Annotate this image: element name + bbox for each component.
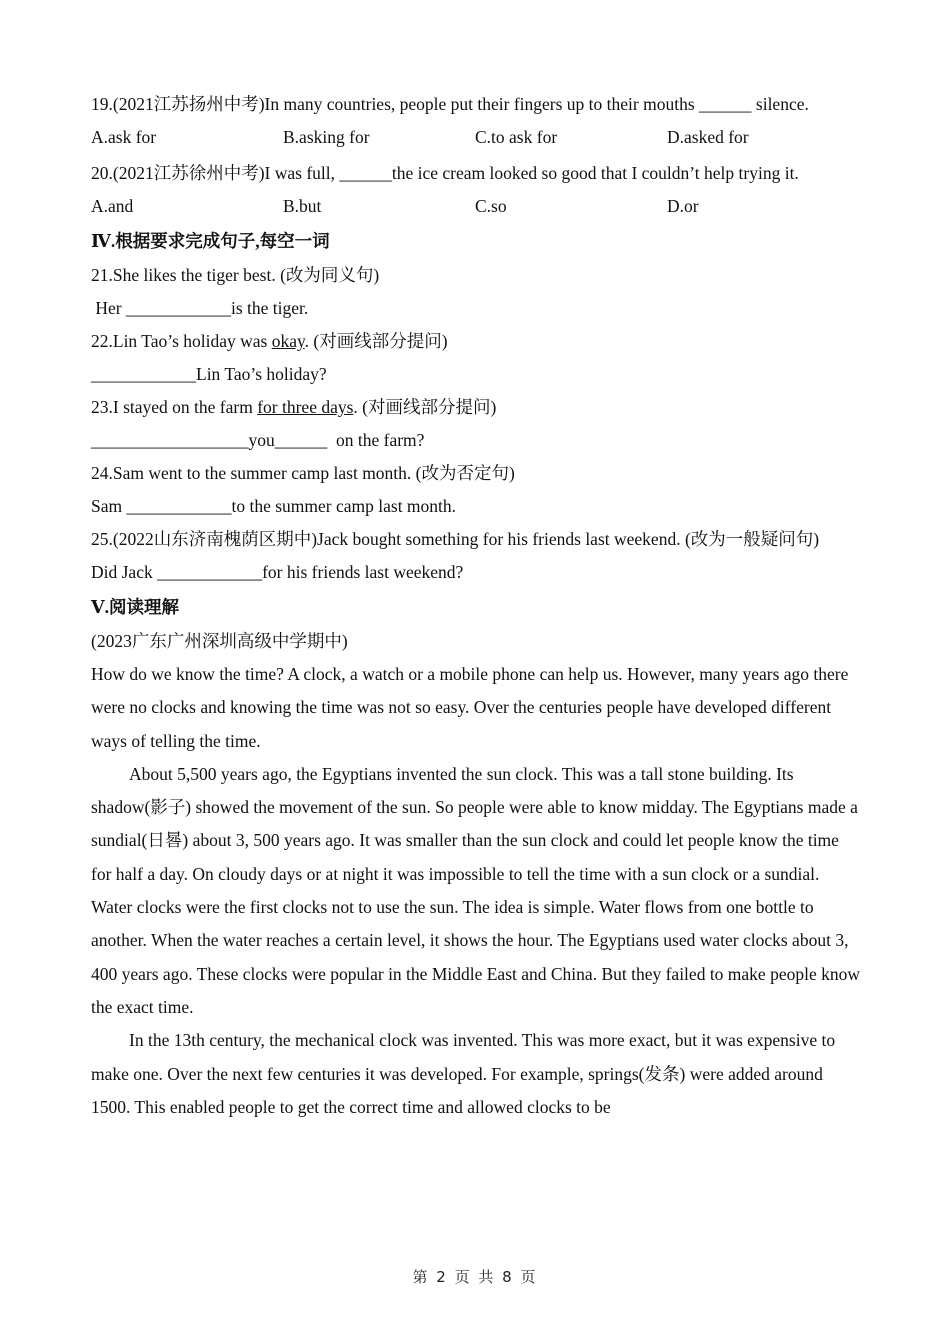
question-20-options xyxy=(91,190,863,223)
reading-paragraph-2: About 5,500 years ago, the Egyptians invented the sun clock. This was a tall stone building. Its shadow(影子) showed the movement of the sun. So people were able to know midday. The Egyptians made a sundial(日晷) about 3, 500 years ago. It was smaller than the sun clock and could let people know the time for half a day. On cloudy days or at night it was impossible to tell the time with a sun clock or a sundial. Water clocks were the first clocks not to use the sun. The idea is simple. Water flows from one bottle to another. When the water reaches a certain level, it shows the hour. The Egyptians used water clocks about 3, 400 years ago. These clocks were popular in the Middle East and China. But they failed to make people know the exact time. xyxy=(91,763,860,1017)
question-23-stem xyxy=(91,391,863,424)
option-c: C.so xyxy=(475,196,507,216)
option-a: A.ask for xyxy=(91,127,157,147)
section-4-heading: Ⅳ.根据要求完成句子,每空一词 xyxy=(91,231,330,251)
page-footer: 第 2 页 共 8 页 xyxy=(412,1268,538,1286)
reading-paragraph-1: How do we know the time? A clock, a watch or a mobile phone can help us. However, many years ago there were no clocks and knowing the time was not so easy. Over the centuries people have developed different ways of telling the time. xyxy=(91,664,849,751)
option-d: D.or xyxy=(667,196,699,216)
question-23-underlined: for three days xyxy=(257,397,354,417)
question-23-pre: 23.I stayed on the farm xyxy=(91,397,258,417)
question-20-stem: 20.(2021江苏徐州中考)I was full, ______the ice cream looked so good that I couldn’t help trying it. xyxy=(91,163,799,183)
question-21-answer: Her ____________is the tiger. xyxy=(91,298,309,318)
question-23-answer: __________________you______ on the farm? xyxy=(91,430,425,450)
question-19-stem: 19.(2021江苏扬州中考)In many countries, people put their fingers up to their mouths ______ silence. xyxy=(91,94,809,114)
option-a: A.and xyxy=(91,196,134,216)
question-25-answer: Did Jack ____________for his friends last weekend? xyxy=(91,562,464,582)
section-5-heading: Ⅴ.阅读理解 xyxy=(91,597,179,617)
question-23-post: . (对画线部分提问) xyxy=(353,397,497,417)
question-25-stem: 25.(2022山东济南槐荫区期中)Jack bought something for his friends last weekend. (改为一般疑问句) xyxy=(91,529,820,549)
option-b: B.but xyxy=(283,196,322,216)
question-22-stem xyxy=(91,325,863,358)
reading-paragraph-3: In the 13th century, the mechanical clock was invented. This was more exact, but it was expensive to make one. Over the next few centuries it was developed. For example, springs(发条) were added around 1500. This enabled people to get the correct time and allowed clocks to be xyxy=(91,1030,836,1117)
question-24-answer: Sam ____________to the summer camp last month. xyxy=(91,496,457,516)
question-22-pre: 22.Lin Tao’s holiday was xyxy=(91,331,272,351)
option-d: D.asked for xyxy=(667,127,749,147)
option-c: C.to ask for xyxy=(475,127,558,147)
reading-source: (2023广东广州深圳高级中学期中) xyxy=(91,631,348,651)
question-22-post: . (对画线部分提问) xyxy=(304,331,448,351)
question-22-answer: ____________Lin Tao’s holiday? xyxy=(91,364,327,384)
option-b: B.asking for xyxy=(283,127,370,147)
question-24-stem: 24.Sam went to the summer camp last month. (改为否定句) xyxy=(91,463,515,483)
question-19-options xyxy=(91,121,863,154)
question-22-underlined: okay xyxy=(271,331,305,351)
question-21-stem: 21.She likes the tiger best. (改为同义句) xyxy=(91,265,380,285)
document-page xyxy=(91,88,863,1124)
